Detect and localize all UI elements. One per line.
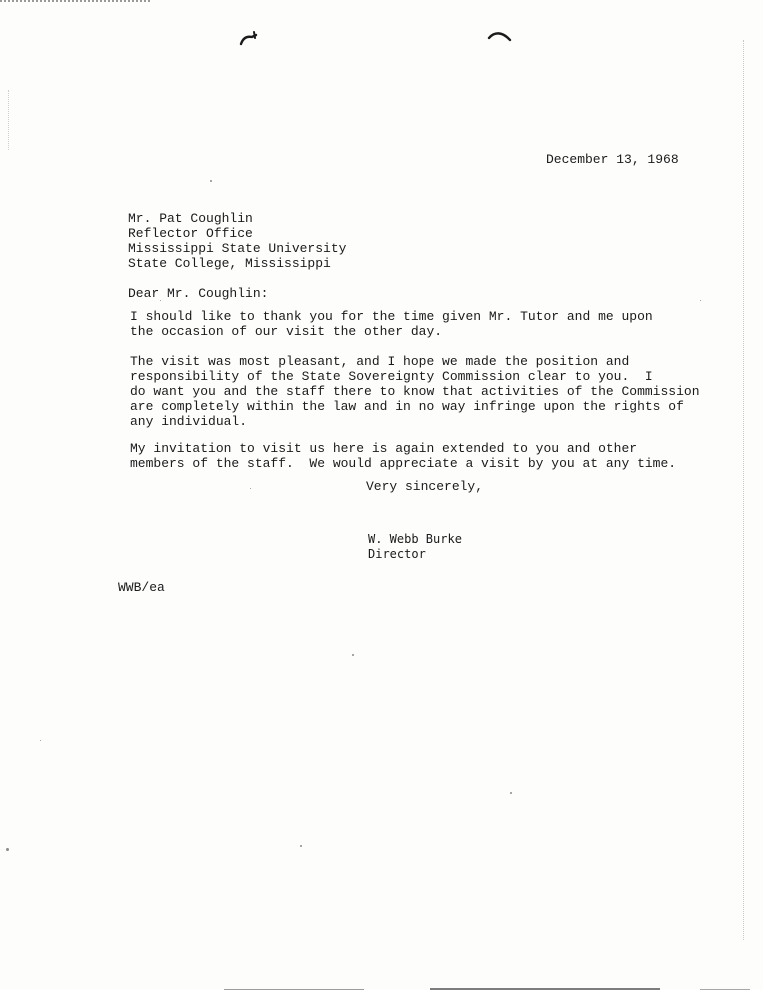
paragraph-2-line-5: any individual. (130, 414, 248, 429)
paragraph-3-line-1: My invitation to visit us here is again extended to you and other (130, 441, 638, 456)
salutation: Dear Mr. Coughlin: (128, 286, 269, 301)
paragraph-1-line-1: I should like to thank you for the time given Mr. Tutor and me upon (130, 309, 653, 324)
right-edge-dots (743, 40, 745, 940)
paragraph-3-line-2: members of the staff. We would appreciate a visit by you at any time. (130, 456, 677, 471)
binder-mark-left (238, 28, 262, 48)
speck (510, 792, 512, 794)
signer-name: W. Webb Burke (368, 532, 462, 546)
paragraph-2-line-1: The visit was most pleasant, and I hope we made the position and (130, 354, 630, 369)
recipient-office: Reflector Office (128, 226, 253, 241)
binder-mark-right (486, 28, 514, 44)
closing: Very sincerely, (366, 479, 484, 494)
signer-title: Director (368, 547, 426, 561)
speck (250, 488, 251, 489)
left-edge-dots (8, 90, 10, 150)
recipient-institution: Mississippi State University (128, 241, 347, 256)
speck (210, 180, 212, 182)
paragraph-2-line-4: are completely within the law and in no way infringe upon the rights of (130, 399, 684, 414)
paragraph-1-line-2: the occasion of our visit the other day. (130, 324, 443, 339)
recipient-name: Mr. Pat Coughlin (128, 211, 253, 226)
paragraph-2-line-3: do want you and the staff there to know that activities of the Commission (130, 384, 700, 399)
recipient-city: State College, Mississippi (128, 256, 331, 271)
letter-date: December 13, 1968 (546, 152, 679, 167)
speck (300, 845, 302, 847)
speck (6, 848, 9, 851)
top-edge-dots (0, 0, 150, 4)
speck (700, 300, 701, 301)
reference-initials: WWB/ea (118, 580, 165, 595)
speck (40, 740, 41, 741)
paragraph-2-line-2: responsibility of the State Sovereignty Commission clear to you. I (130, 369, 653, 384)
speck (352, 654, 354, 656)
